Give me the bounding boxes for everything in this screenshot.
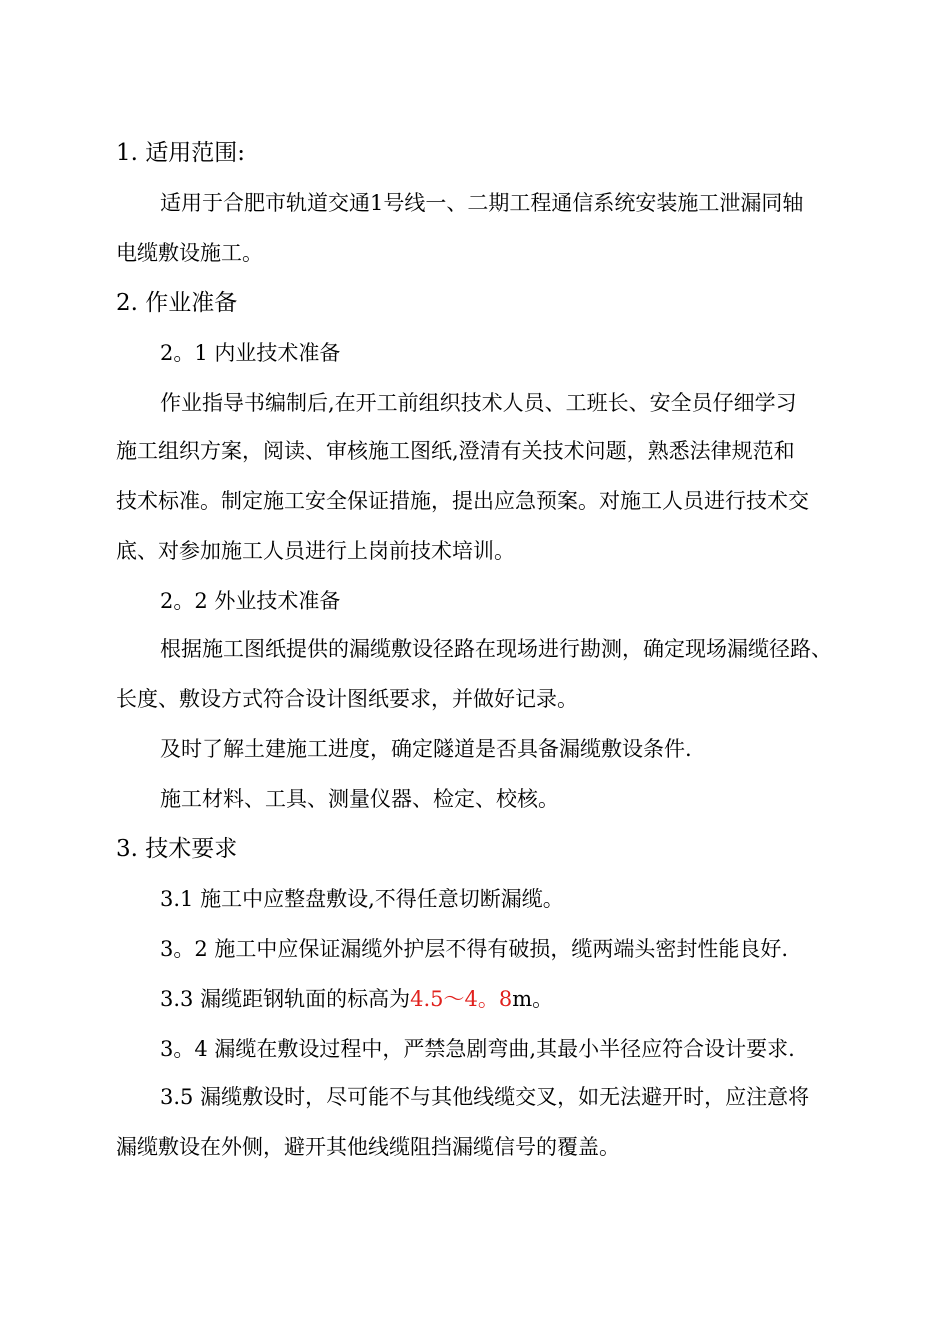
paragraph-line: 长度、敷设方式符合设计图纸要求，并做好记录。 [116, 687, 578, 711]
section-1-paragraph: 适用于合肥市轨道交通1号线一、二期工程通信系统安装施工泄漏同轴 [160, 191, 804, 215]
section-2-heading: 2. 作业准备 [116, 290, 238, 316]
section-1-heading: 1. 适用范围: [116, 140, 246, 166]
paragraph-line: 作业指导书编制后,在开工前组织技术人员、工班长、安全员仔细学习 [160, 391, 797, 415]
height-range-highlight: 4.5～4。8 [410, 987, 513, 1011]
requirement-item-3-3 [160, 985, 553, 1013]
paragraph-line: 及时了解土建施工进度，确定隧道是否具备漏缆敷设条件. [160, 737, 692, 761]
requirement-item-3-3-text: 3.3 漏缆距钢轨面的标高为 [160, 987, 411, 1011]
paragraph-line: 底、对参加施工人员进行上岗前技术培训。 [116, 539, 515, 563]
subsection-2-1-heading: 2。1 内业技术准备 [160, 341, 341, 365]
requirement-item-3-3-unit: m。 [512, 987, 554, 1011]
subsection-2-2-heading: 2。2 外业技术准备 [160, 589, 341, 613]
section-3-heading: 3. 技术要求 [116, 836, 238, 862]
requirement-item-3-5-cont: 漏缆敷设在外侧，避开其他线缆阻挡漏缆信号的覆盖。 [116, 1135, 620, 1159]
requirement-item-3-5: 3.5 漏缆敷设时，尽可能不与其他线缆交叉，如无法避开时，应注意将 [160, 1085, 810, 1109]
requirement-item-3-1: 3.1 施工中应整盘敷设,不得任意切断漏缆。 [160, 887, 564, 911]
paragraph-line: 根据施工图纸提供的漏缆敷设径路在现场进行勘测，确定现场漏缆径路、 [160, 637, 832, 661]
requirement-item-3-2: 3。2 施工中应保证漏缆外护层不得有破损，缆两端头密封性能良好. [160, 937, 789, 961]
paragraph-line: 施工组织方案，阅读、审核施工图纸,澄清有关技术问题，熟悉法律规范和 [116, 439, 795, 463]
section-1-paragraph-cont: 电缆敷设施工。 [116, 241, 263, 265]
requirement-item-3-4: 3。4 漏缆在敷设过程中，严禁急剧弯曲,其最小半径应符合设计要求. [160, 1037, 795, 1061]
paragraph-line: 施工材料、工具、测量仪器、检定、校核。 [160, 787, 559, 811]
paragraph-line: 技术标准。制定施工安全保证措施，提出应急预案。对施工人员进行技术交 [116, 489, 809, 513]
